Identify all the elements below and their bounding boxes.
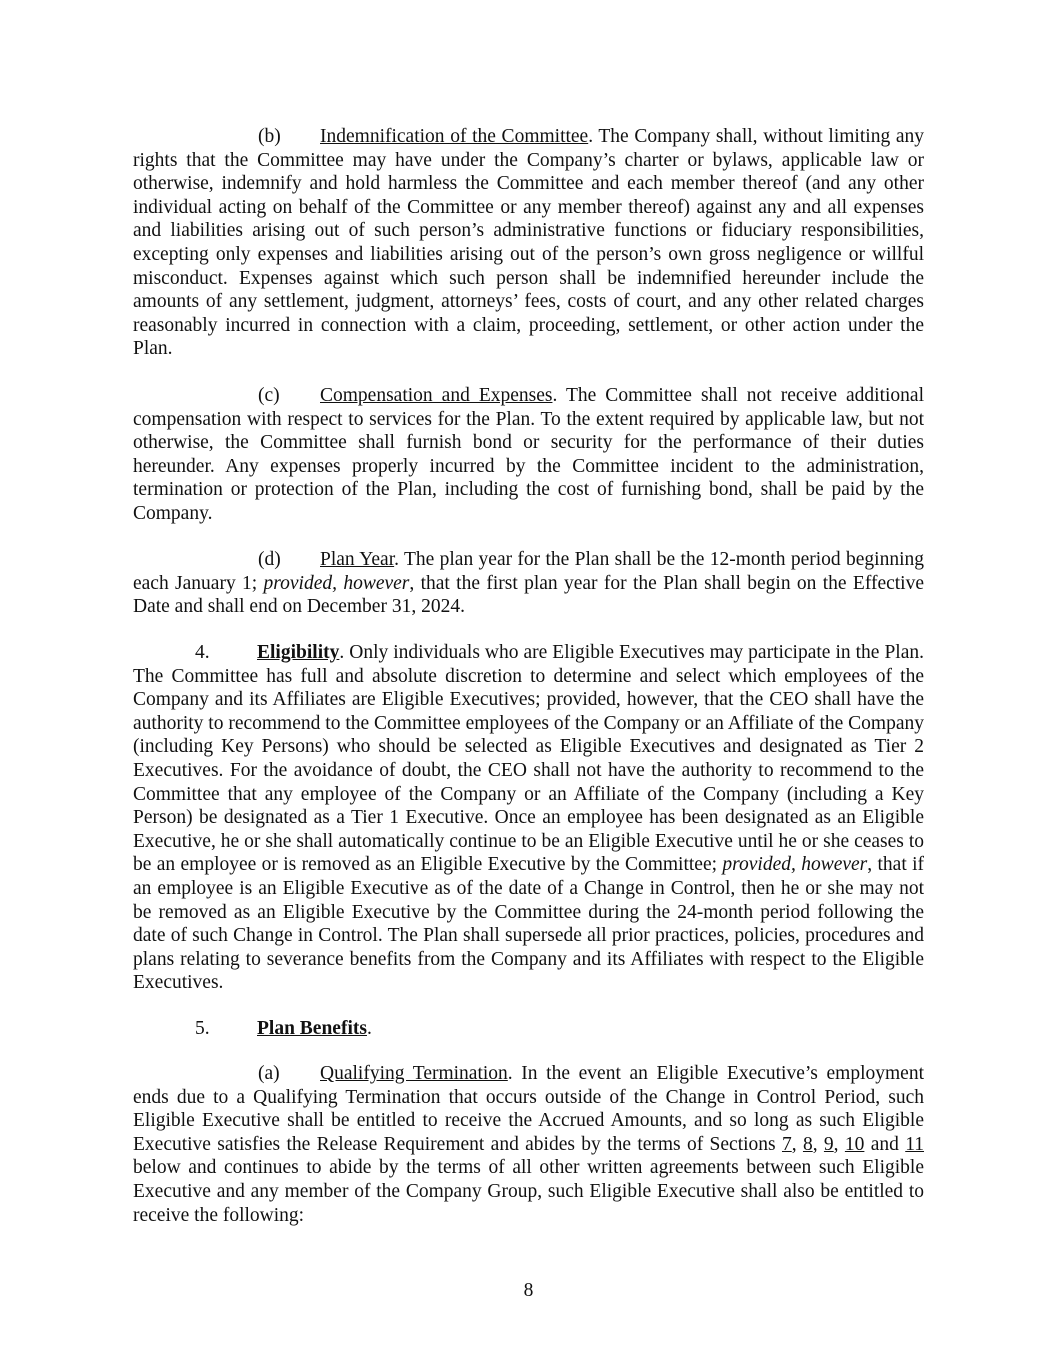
section-number: 5. (195, 1018, 210, 1039)
section-5a-paragraph: (a) Qualifying Termination. In the event an Eligible Executive’s employment ends due to a Qualifying Termination that occurs outside of the Change in Control Period, such Eligible Executive shall be entitled to receive the Accrued Amounts, and so long as such Eligible Executive satisfies the Release Requirement and abides by the terms of Sections 7, 8, 9, 10 and 11 below and continues to abide by the terms of all other written agreements between such Eligible Executive and any member of the Company Group, such Eligible Executive shall also be entitled to receive the following: (133, 1063, 925, 1226)
section-reference-8: 8 (802, 1133, 813, 1155)
section-heading: Qualifying Termination (320, 1063, 508, 1084)
section-label: (a) (258, 1063, 280, 1084)
section-label: (c) (258, 385, 280, 406)
section-text: . In the event an Eligible Executive’s employment ends due to a Qualifying Termination that occurs outside of the Change in Control Period, such Eligible Executive shall be entitled to receive the Accrued Amounts, and so long as such Eligible Executive satisfies the Release Requirement and abides by the terms of Sections (133, 1063, 925, 1155)
section-text: . (366, 1018, 372, 1039)
section-heading: Eligibility (257, 642, 340, 663)
section-5-heading-paragraph (133, 1017, 924, 1041)
section-4-paragraph (133, 641, 924, 995)
section-text: . The Company shall, without limiting any rights that the Committee may have under the Company’s charter or bylaws, applicable law or otherwise, indemnify and hold harmless the Committee and each member thereof (and any other individual acting on behalf of the Committee or any member thereof) against any and all expenses and liabilities arising out of such person’s administrative functions or fiduciary responsibilities, excepting only expenses and liabilities arising out of the person’s own gross negligence or willful misconduct. Expenses against which such person shall be indemnified hereunder include the amounts of any settlement, judgment, attorneys’ fees, costs of court, and any other related charges reasonably incurred in connection with a claim, proceeding, settlement, or other action under the Plan. (133, 126, 924, 360)
section-reference-9: 9 (823, 1133, 834, 1155)
section-3b-paragraph (133, 125, 924, 361)
section-text: . The Committee shall not receive additional compensation with respect to services for the Plan. To the extent required by applicable law, but not otherwise, the Committee shall furnish bond or security for the performance of their duties hereunder. Any expenses properly incurred by the Committee incident to the administration, termination or protection of the Plan, including the cost of furnishing bond, shall be paid by the Company. (133, 385, 924, 524)
section-heading: Compensation and Expenses (320, 385, 553, 406)
page-number: 8 (523, 1280, 534, 1301)
section-text: . Only individuals who are Eligible Executives may participate in the Plan. The Committee has full and absolute discretion to determine and select which employees of the Company and its Affiliates are Eligible Executives; provided, however, that the CEO shall have the authority to recommend to the Committee employees of the Company or an Affiliate of the Company (including Key Persons) who should be selected as Eligible Executives and designated as Tier 2 Executives. For the avoidance of doubt, the CEO shall not have the authority to recommend to the Committee that any employee of the Company or an Affiliate of the Company (including a Key Person) be designated as a Tier 1 Executive. Once an employee has been designated as an Eligible Executive, he or she shall automatically continue to be an Eligible Executive until he or she ceases to be an employee or is removed as an Eligible Executive by the Committee; (133, 642, 924, 876)
section-3d-paragraph (133, 548, 924, 619)
section-reference-7: 7 (781, 1133, 792, 1155)
section-label: (b) (258, 126, 281, 147)
section-number: 4. (195, 642, 210, 663)
section-text: , that the first plan year for the Plan shall begin on the Effective Date and shall end on December 31, 2024. (133, 572, 925, 618)
section-italic-text: provided, however (263, 572, 410, 594)
section-text: , that if an employee is an Eligible Executive as of the date of a Change in Control, then he or she may not be removed as an Eligible Executive by the Committee during the 24-month period following the date of such Change in Control. The Plan shall supersede all prior practices, policies, procedures and plans relating to severance benefits from the Company and its Affiliates with respect to the Eligible Executives. (133, 854, 925, 994)
section-text: . The plan year for the Plan shall be the 12-month period beginning each January 1; (133, 549, 924, 594)
section-3c-paragraph (133, 384, 924, 526)
section-label: (d) (258, 549, 281, 570)
section-heading: Plan Benefits (257, 1018, 367, 1039)
section-heading: Indemnification of the Committee (320, 126, 589, 147)
section-text: below and continues to abide by the terms of all other written agreements between such Eligible Executive and any member of the Company Group, such Eligible Executive shall also be entitled to receive the following: (133, 1157, 924, 1226)
section-italic-text: provided, however (722, 854, 868, 876)
section-reference-10: 10 (844, 1133, 865, 1155)
section-reference-11: 11 (905, 1133, 925, 1155)
section-heading: Plan Year (320, 549, 395, 570)
